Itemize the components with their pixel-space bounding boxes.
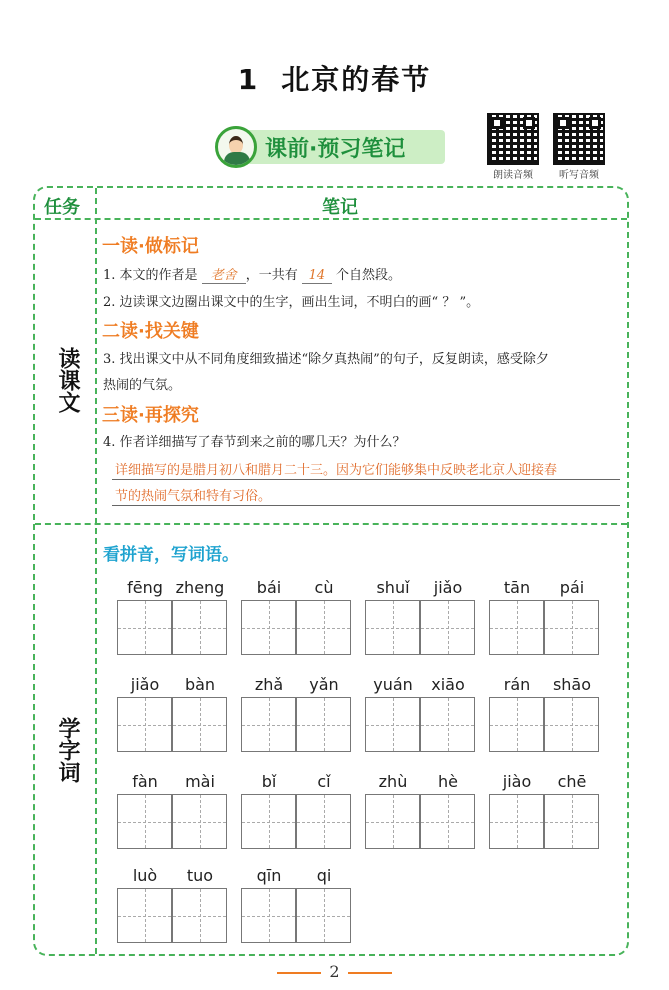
writing-grid-box[interactable] [420,794,475,849]
column-header-task: 任务 [44,197,80,218]
answer-4-line-2: 节的热闹气氛和特有习俗。 [115,489,272,504]
writing-grid-box[interactable] [117,600,172,655]
qr-code-icon[interactable] [553,113,605,165]
writing-grid-box[interactable] [241,697,296,752]
pinyin-label: cù [314,578,334,597]
pinyin-label: zhù [378,772,408,791]
lesson-number: 1 [237,63,260,96]
pinyin-label: fēng [127,578,163,597]
word-group [365,578,478,658]
word-group [241,772,354,852]
writing-grid-box[interactable] [117,794,172,849]
writing-grid-box[interactable] [172,794,227,849]
writing-grid-box[interactable] [172,888,227,943]
pinyin-label: hè [438,772,458,791]
answer-line [112,505,620,506]
pinyin-label: zheng [175,578,225,597]
pinyin-label: bàn [184,675,216,694]
writing-grid-box[interactable] [296,697,351,752]
pinyin-label: shuǐ [376,578,410,597]
writing-grid-box[interactable] [241,794,296,849]
pinyin-label: jiào [502,772,532,791]
word-group [117,578,230,658]
word-group [365,675,478,755]
pinyin-label: pái [559,578,585,597]
page-title [0,58,669,98]
writing-grid-box[interactable] [296,600,351,655]
writing-grid-box[interactable] [296,794,351,849]
answer-author: 老舍 [202,264,246,284]
word-group [241,578,354,658]
pinyin-label: zhǎ [254,675,284,694]
row-label-words: 学字词 [55,717,80,783]
section-third-reading: 三读·再探究 [102,405,199,426]
pinyin-label: yǎn [309,675,339,694]
word-group [241,675,354,755]
writing-grid-box[interactable] [241,600,296,655]
answer-4-line-1: 详细描写的是腊月初八和腊月二十三。因为它们能够集中反映老北京人迎接春 [115,463,558,478]
writing-grid-box[interactable] [296,888,351,943]
writing-grid-box[interactable] [117,888,172,943]
page-number: 2 [329,962,340,981]
pinyin-label: qi [316,866,332,885]
teacher-avatar-icon [215,126,257,168]
pinyin-label: bái [256,578,282,597]
word-group [117,772,230,852]
pinyin-label: jiǎo [433,578,463,597]
pinyin-label: xiāo [431,675,465,694]
word-group [241,866,354,946]
question-3-line-1: 3. 找出课文中从不同角度细致描述“除夕真热闹”的句子，反复朗读，感受除夕 [103,352,549,367]
writing-grid-box[interactable] [489,794,544,849]
word-group [489,772,602,852]
column-header-notes: 笔记 [322,197,358,218]
pinyin-label: bǐ [261,772,277,791]
pinyin-label: mài [185,772,215,791]
pinyin-label: yuán [373,675,413,694]
column-divider [95,188,97,954]
writing-grid-box[interactable] [489,697,544,752]
word-group [489,578,602,658]
writing-grid-box[interactable] [544,600,599,655]
pinyin-label: tuo [186,866,214,885]
preview-banner [215,126,447,168]
answer-paragraph-count: 14 [302,268,332,284]
pinyin-label: cǐ [317,772,331,791]
section-first-reading: 一读·做标记 [102,236,199,257]
lesson-title: 北京的春节 [281,63,432,96]
word-group [489,675,602,755]
row-label-reading: 读课文 [55,347,80,413]
row-divider [35,523,627,525]
qr-label-dictation: 听写音频 [559,170,599,181]
word-group [117,675,230,755]
pinyin-label: fàn [132,772,158,791]
writing-grid-box[interactable] [420,600,475,655]
qr-label-reading: 朗读音频 [493,170,533,181]
section-second-reading: 二读·找关键 [102,321,199,342]
pinyin-label: chē [557,772,587,791]
writing-grid-box[interactable] [544,697,599,752]
word-group [117,866,230,946]
writing-grid-box[interactable] [172,697,227,752]
pinyin-label: luò [132,866,158,885]
pinyin-label: rán [503,675,531,694]
writing-grid-box[interactable] [489,600,544,655]
pinyin-label: jiǎo [130,675,160,694]
writing-grid-box[interactable] [365,600,420,655]
words-heading: 看拼音，写词语。 [103,545,239,565]
question-4: 4. 作者详细描写了春节到来之前的哪几天？为什么？ [103,435,406,450]
question-3-line-2: 热闹的气氛。 [103,378,182,393]
pinyin-label: shāo [552,675,592,694]
question-2: 2. 边读课文边圈出课文中的生字，画出生词，不明白的画“ ？ ”。 [103,295,480,310]
question-1: 1. 本文的作者是 老舍 ，一共有 14 个自然段。 [103,264,401,284]
pinyin-label: tān [503,578,531,597]
writing-grid-box[interactable] [365,794,420,849]
writing-grid-box[interactable] [172,600,227,655]
banner-text: 课前·预习笔记 [265,137,406,162]
pinyin-label: qīn [256,866,282,885]
writing-grid-box[interactable] [544,794,599,849]
writing-grid-box[interactable] [117,697,172,752]
word-group [365,772,478,852]
page-footer [0,962,669,981]
writing-grid-box[interactable] [365,697,420,752]
writing-grid-box[interactable] [241,888,296,943]
answer-line [112,479,620,480]
qr-code-icon[interactable] [487,113,539,165]
writing-grid-box[interactable] [420,697,475,752]
